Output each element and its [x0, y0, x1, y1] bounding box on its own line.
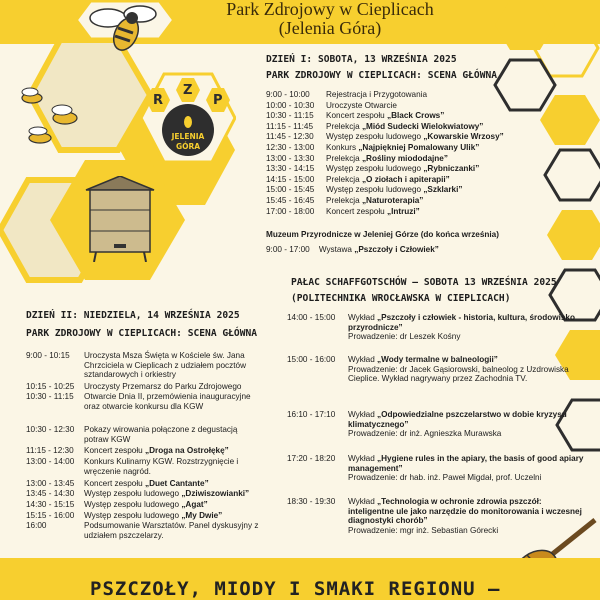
description-text: Koncert zespołu	[326, 111, 387, 121]
description-text: Konkurs Kulinarny KGW. Rozstrzygnięcie i wręczenie nagród.	[84, 457, 239, 476]
museum-bold: „Pszczoły i Człowiek”	[354, 245, 439, 254]
description-text: Koncert zespołu	[84, 446, 145, 455]
schedule-time: 10:30 - 11:15	[26, 392, 74, 401]
lecture-label: Wykład	[348, 454, 378, 463]
day2-venue: PARK ZDROJOWY W CIEPLICACH: SCENA GŁÓWNA	[26, 328, 258, 339]
description-bold: „Black Crows”	[387, 111, 445, 121]
lecture-title-line: „Hygiene rules in the apiary, the basis of	[377, 454, 535, 463]
description-text: Prelekcja	[326, 174, 362, 184]
schedule-description	[326, 196, 506, 206]
schedule-time: 13:00 - 14:00	[26, 457, 75, 466]
day1-venue: PARK ZDROJOWY W CIEPLICACH: SCENA GŁÓWNA	[266, 70, 498, 81]
schedule-time: 10:00 - 10:30	[266, 100, 315, 110]
lecture-title-line: good apiary management”	[348, 454, 584, 473]
schedule-description	[84, 392, 259, 411]
description-bold: „O ziołach i apiterapii”	[361, 174, 450, 184]
description-bold: „Rybniczanki”	[423, 164, 480, 174]
day2-heading: DZIEŃ II: NIEDZIELA, 14 WRZEŚNIA 2025	[26, 310, 240, 321]
lecture-title-line: „Odpowiedzialne pszczelarstwo w dobie	[377, 410, 535, 419]
lecture-description	[348, 454, 586, 483]
description-text: Koncert zespołu	[326, 206, 387, 216]
lecture-description	[348, 497, 586, 535]
description-text: Prelekcja	[326, 121, 362, 131]
description-text: Występ zespołu ludowego	[326, 164, 424, 174]
schedule-time: 9:00 - 10:00	[266, 90, 310, 99]
schedule-time: 13:00 - 13:45	[26, 479, 75, 488]
description-text: Uroczysta Msza Święta w Kościele św. Jana Chrzciciela w Cieplicach z udziałem pocztów sztandarowych i orkiestry	[84, 351, 246, 380]
schedule-description	[326, 111, 506, 121]
description-bold: „Rośliny miododajne”	[361, 153, 448, 163]
description-text: Prelekcja	[326, 196, 362, 205]
schedule-time: 15:00 - 15:45	[266, 185, 315, 195]
description-bold: „Dziwiszowianki”	[181, 489, 250, 498]
description-text: Otwarcie Dnia II, przemówienia inauguracyjne oraz otwarcie konkursu dla KGW	[84, 392, 251, 411]
schedule-description	[326, 175, 506, 185]
lecture-time: 18:30 - 19:30	[287, 497, 336, 506]
description-bold: „Najpiękniej Pomalowany Ulik”	[358, 143, 480, 152]
logo-letter-r: R	[153, 93, 164, 108]
lecture-speaker: Prowadzenie: mgr inż. Sebastian Górecki	[348, 525, 499, 535]
palace-heading-1: PAŁAC SCHAFFGOTSCHÓW – SOBOTA 13 WRZEŚNIA 2025	[291, 277, 557, 288]
lecture-label: Wykład	[348, 497, 378, 506]
description-text: Występ zespołu ludowego	[84, 500, 182, 509]
logo-letter-p: P	[213, 93, 223, 108]
schedule-time: 15:45 - 16:45	[266, 196, 315, 205]
schedule-time: 13:30 - 14:15	[266, 164, 315, 174]
lecture-description	[348, 410, 586, 439]
lecture-title	[348, 454, 583, 473]
schedule-description	[84, 479, 259, 489]
schedule-description	[326, 207, 506, 217]
description-bold: „Miód Sudecki Wielokwiatowy”	[361, 121, 484, 131]
description-text: Występ zespołu ludowego	[84, 489, 182, 498]
lecture-title-line: „Technologia w ochronie zdrowia	[377, 497, 507, 506]
logo-city-2: GÓRA	[175, 142, 201, 151]
description-bold: „Naturoterapia”	[361, 196, 424, 205]
schedule-description	[84, 446, 259, 456]
lecture-title	[377, 355, 498, 364]
schedule-time: 10:30 - 12:30	[26, 425, 75, 434]
schedule-time: 16:00	[26, 521, 47, 530]
logo-letter-z: Z	[183, 83, 193, 98]
schedule-description	[326, 90, 506, 100]
lecture-speaker: Prowadzenie: dr Jacek Gąsiorowski, balneolog z Uzdrowiska Cieplice. Wykład nagrywany przez Zachodnia TV.	[348, 364, 569, 384]
description-text: Koncert zespołu	[84, 479, 145, 488]
lecture-description	[348, 313, 586, 342]
day1-heading: DZIEŃ I: SOBOTA, 13 WRZEŚNIA 2025	[266, 54, 457, 65]
description-bold: „Szklarki”	[423, 185, 463, 195]
schedule-description	[326, 164, 506, 174]
lecture-speaker: Prowadzenie: dr hab. inż. Paweł Migdał, prof. Uczelni	[348, 473, 542, 483]
palace-heading-2: (POLITECHNIKA WROCŁAWSKA W CIEPLICACH)	[291, 293, 511, 304]
schedule-time: 17:00 - 18:00	[266, 206, 315, 216]
schedule-time: 13:00 - 13:30	[266, 153, 315, 163]
schedule-time: 14:30 - 15:15	[26, 500, 75, 509]
schedule-description	[84, 511, 259, 521]
schedule-description	[84, 351, 259, 380]
lecture-speaker: Prowadzenie: dr inż. Agnieszka Murawska	[348, 429, 502, 439]
lecture-time: 14:00 - 15:00	[287, 313, 336, 322]
lecture-title	[348, 410, 567, 429]
description-text: Pokazy wirowania połączone z degustacją potraw KGW	[84, 425, 238, 444]
lecture-title-line: „Wody termalne w balneologii”	[377, 355, 498, 364]
schedule-time: 13:45 - 14:30	[26, 489, 75, 498]
description-text: Uroczysty Przemarsz do Parku Zdrojowego	[84, 382, 242, 391]
schedule-description	[84, 425, 259, 444]
schedule-time: 11:45 - 12:30	[266, 132, 314, 142]
description-bold: „My Dwie”	[181, 511, 223, 520]
description-text: Występ zespołu ludowego	[326, 132, 424, 142]
description-text: Uroczyste Otwarcie	[326, 100, 397, 110]
bee-illustration	[88, 0, 168, 60]
description-bold: „Droga na Ostrołękę”	[145, 446, 229, 455]
logo-city-1: JELENIA	[171, 132, 205, 141]
schedule-description	[84, 382, 259, 392]
description-bold: „Kowarskie Wrzosy”	[423, 132, 504, 142]
lecture-label: Wykład	[348, 313, 378, 322]
schedule-time: 11:15 - 12:30	[26, 446, 74, 455]
rzp-logo	[140, 70, 236, 166]
lecture-title	[348, 497, 582, 525]
lecture-time: 15:00 - 16:00	[287, 355, 336, 364]
schedule-description	[326, 143, 506, 153]
schedule-time: 14:15 - 15:00	[266, 174, 315, 184]
footer-banner: PSZCZOŁY, MIODY I SMAKI REGIONU –	[90, 578, 501, 600]
schedule-time: 10:30 - 11:15	[266, 111, 314, 121]
description-text: Konkurs	[326, 143, 359, 152]
beehive-illustration	[80, 176, 160, 262]
description-bold: „Intruzi”	[387, 206, 420, 216]
schedule-time: 15:15 - 16:00	[26, 511, 75, 520]
schedule-time: 9:00 - 10:15	[26, 351, 70, 360]
lecture-label: Wykład	[348, 355, 378, 364]
description-text: Prelekcja	[326, 153, 362, 163]
lecture-title-line: kryzysu klimatycznego”	[348, 410, 567, 429]
description-text: Występ zespołu ludowego	[84, 511, 182, 520]
description-text: Rejestracja i Przygotowania	[326, 90, 428, 99]
schedule-description	[326, 132, 506, 142]
schedule-time: 11:15 - 11:45	[266, 121, 314, 131]
lecture-time: 17:20 - 18:20	[287, 454, 336, 463]
schedule-description	[326, 122, 506, 132]
schedule-description	[326, 154, 506, 164]
description-bold: „Duet Cantante”	[145, 479, 209, 488]
schedule-description	[84, 457, 259, 476]
lecture-title-line: pszczół: inteligentne ule jako narzędzie do monitorowania i wczesnej diagnostyki chorób”	[348, 497, 582, 526]
museum-pre: Wystawa	[318, 245, 355, 254]
schedule-description	[84, 521, 259, 540]
title-line-1: Park Zdrojowy w Cieplicach	[226, 0, 434, 19]
schedule-description	[326, 185, 506, 195]
lecture-speaker: Prowadzenie: dr Leszek Kośny	[348, 332, 461, 342]
bees-illustration	[10, 78, 100, 158]
museum-time: 9:00 - 17:00	[266, 245, 310, 254]
lecture-time: 16:10 - 17:10	[287, 410, 336, 419]
schedule-description	[84, 489, 259, 499]
lecture-label: Wykład	[348, 410, 378, 419]
lecture-title	[348, 313, 575, 332]
schedule-time: 12:30 - 13:00	[266, 143, 315, 152]
schedule-time: 10:15 - 10:25	[26, 382, 75, 391]
schedule-description	[326, 101, 506, 111]
lecture-description	[348, 355, 586, 384]
description-text: Podsumowanie Warsztatów. Panel dyskusyjny z udziałem pszczelarzy.	[84, 521, 259, 540]
schedule-description	[84, 500, 259, 510]
lecture-title-line: „Pszczoły i człowiek - historia, kultura,	[377, 313, 528, 322]
description-text: Występ zespołu ludowego	[326, 185, 424, 195]
title-line-2: (Jelenia Góra)	[278, 18, 382, 38]
museum-row	[266, 245, 439, 255]
description-bold: „Agat”	[181, 500, 208, 509]
museum-title: Muzeum Przyrodnicze w Jeleniej Górze (do końca września)	[266, 230, 499, 239]
lecture-title-line: środowisko przyrodnicze”	[348, 313, 575, 332]
